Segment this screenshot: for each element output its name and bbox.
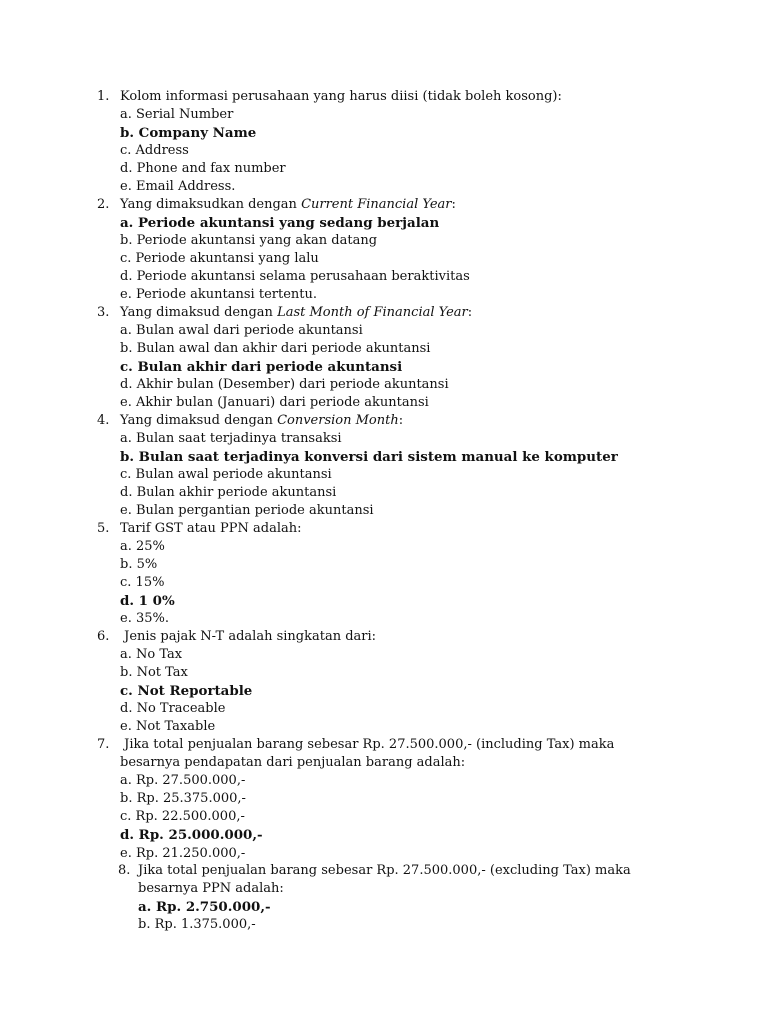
question-7 <box>97 736 737 863</box>
answer-option-correct: c. Bulan akhir dari periode akuntansi <box>120 359 403 376</box>
answer-options <box>97 538 737 628</box>
answer-option-correct: b. Bulan saat terjadinya konversi dari sistem manual ke komputer <box>120 449 618 466</box>
answer-option: e. Akhir bulan (Januari) dari periode akuntansi <box>120 395 429 411</box>
answer-option: c. Periode akuntansi yang lalu <box>120 251 319 267</box>
question-text <box>97 304 737 322</box>
question-number: 1. <box>97 89 110 104</box>
question-6 <box>97 628 737 737</box>
question-text <box>97 196 737 214</box>
question-number: 6. <box>97 629 110 644</box>
answer-options <box>118 898 758 934</box>
answer-option: c. Rp. 22.500.000,- <box>120 809 245 825</box>
question-prefix: Jika total penjualan barang sebesar Rp. 27.500.000,- (including Tax) maka <box>120 737 615 752</box>
answer-option: e. Email Address. <box>120 179 236 195</box>
answer-option: b. Rp. 25.375.000,- <box>120 791 246 807</box>
question-continuation: besarnya pendapatan dari penjualan barang adalah: <box>120 755 466 771</box>
answer-option-correct: d. 1 0% <box>120 593 175 610</box>
answer-option: c. Bulan awal periode akuntansi <box>120 467 332 483</box>
question-suffix: : <box>467 305 473 320</box>
question-prefix: Yang dimaksud dengan <box>120 305 278 320</box>
question-text <box>97 88 737 106</box>
question-4 <box>97 412 737 521</box>
answer-option: e. Periode akuntansi tertentu. <box>120 287 317 303</box>
question-text <box>97 736 737 754</box>
question-text <box>118 862 758 880</box>
answer-option: b. 5% <box>120 557 158 573</box>
answer-options <box>97 646 737 736</box>
question-prefix: Tarif GST atau PPN adalah: <box>120 521 302 536</box>
answer-option: c. 15% <box>120 575 165 591</box>
answer-options <box>97 106 737 196</box>
question-8 <box>118 862 758 934</box>
answer-option: b. Periode akuntansi yang akan datang <box>120 233 378 249</box>
answer-option-correct: d. Rp. 25.000.000,- <box>120 827 263 844</box>
question-text <box>97 520 737 538</box>
question-number: 5. <box>97 521 110 536</box>
answer-option-correct: b. Company Name <box>120 125 257 142</box>
answer-option: e. 35%. <box>120 611 169 627</box>
question-prefix: Jika total penjualan barang sebesar Rp. 27.500.000,- (excluding Tax) maka <box>138 863 631 878</box>
question-number: 3. <box>97 305 110 320</box>
answer-option: d. Phone and fax number <box>120 161 286 177</box>
answer-option: e. Not Taxable <box>120 719 216 735</box>
question-3 <box>97 304 737 413</box>
answer-option-correct: a. Periode akuntansi yang sedang berjalan <box>120 215 440 232</box>
question-number: 8. <box>118 863 131 878</box>
answer-option: d. Bulan akhir periode akuntansi <box>120 485 337 501</box>
answer-option: d. No Traceable <box>120 701 226 717</box>
question-prefix: Kolom informasi perusahaan yang harus diisi (tidak boleh kosong): <box>120 89 562 104</box>
question-5 <box>97 520 737 629</box>
answer-option: a. 25% <box>120 539 165 555</box>
answer-options <box>97 430 737 520</box>
question-number: 7. <box>97 737 110 752</box>
answer-option-correct: a. Rp. 2.750.000,- <box>138 899 271 916</box>
question-term: Conversion Month <box>277 413 399 428</box>
answer-option: b. Bulan awal dan akhir dari periode akuntansi <box>120 341 431 357</box>
question-suffix: : <box>451 197 456 212</box>
answer-option: a. Bulan saat terjadinya transaksi <box>120 431 342 447</box>
question-text <box>97 412 737 430</box>
question-prefix: Yang dimaksud dengan <box>120 413 278 428</box>
question-continuation: besarnya PPN adalah: <box>138 881 284 897</box>
question-term: Current Financial Year <box>301 197 452 212</box>
answer-option: b. Rp. 1.375.000,- <box>138 917 256 933</box>
answer-option: d. Periode akuntansi selama perusahaan beraktivitas <box>120 269 470 285</box>
answer-options <box>97 322 737 412</box>
question-2 <box>97 196 737 305</box>
answer-option: c. Address <box>120 143 189 159</box>
answer-option: e. Bulan pergantian periode akuntansi <box>120 503 374 519</box>
question-number: 4. <box>97 413 110 428</box>
question-number: 2. <box>97 197 110 212</box>
answer-options <box>97 214 737 304</box>
answer-option: a. Serial Number <box>120 107 234 123</box>
answer-option: d. Akhir bulan (Desember) dari periode akuntansi <box>120 377 449 393</box>
question-prefix: Yang dimaksudkan dengan <box>120 197 302 212</box>
answer-option: a. Rp. 27.500.000,- <box>120 773 246 789</box>
question-term: Last Month of Financial Year <box>277 305 468 320</box>
question-suffix: : <box>398 413 404 428</box>
answer-option: b. Not Tax <box>120 665 188 681</box>
answer-option: e. Rp. 21.250.000,- <box>120 845 246 861</box>
answer-option: a. No Tax <box>120 647 183 663</box>
answer-option: a. Bulan awal dari periode akuntansi <box>120 323 363 339</box>
answer-option-correct: c. Not Reportable <box>120 683 253 700</box>
question-prefix: Jenis pajak N-T adalah singkatan dari: <box>120 629 377 644</box>
question-1 <box>97 88 737 197</box>
question-text <box>97 628 737 646</box>
answer-options <box>97 772 737 862</box>
